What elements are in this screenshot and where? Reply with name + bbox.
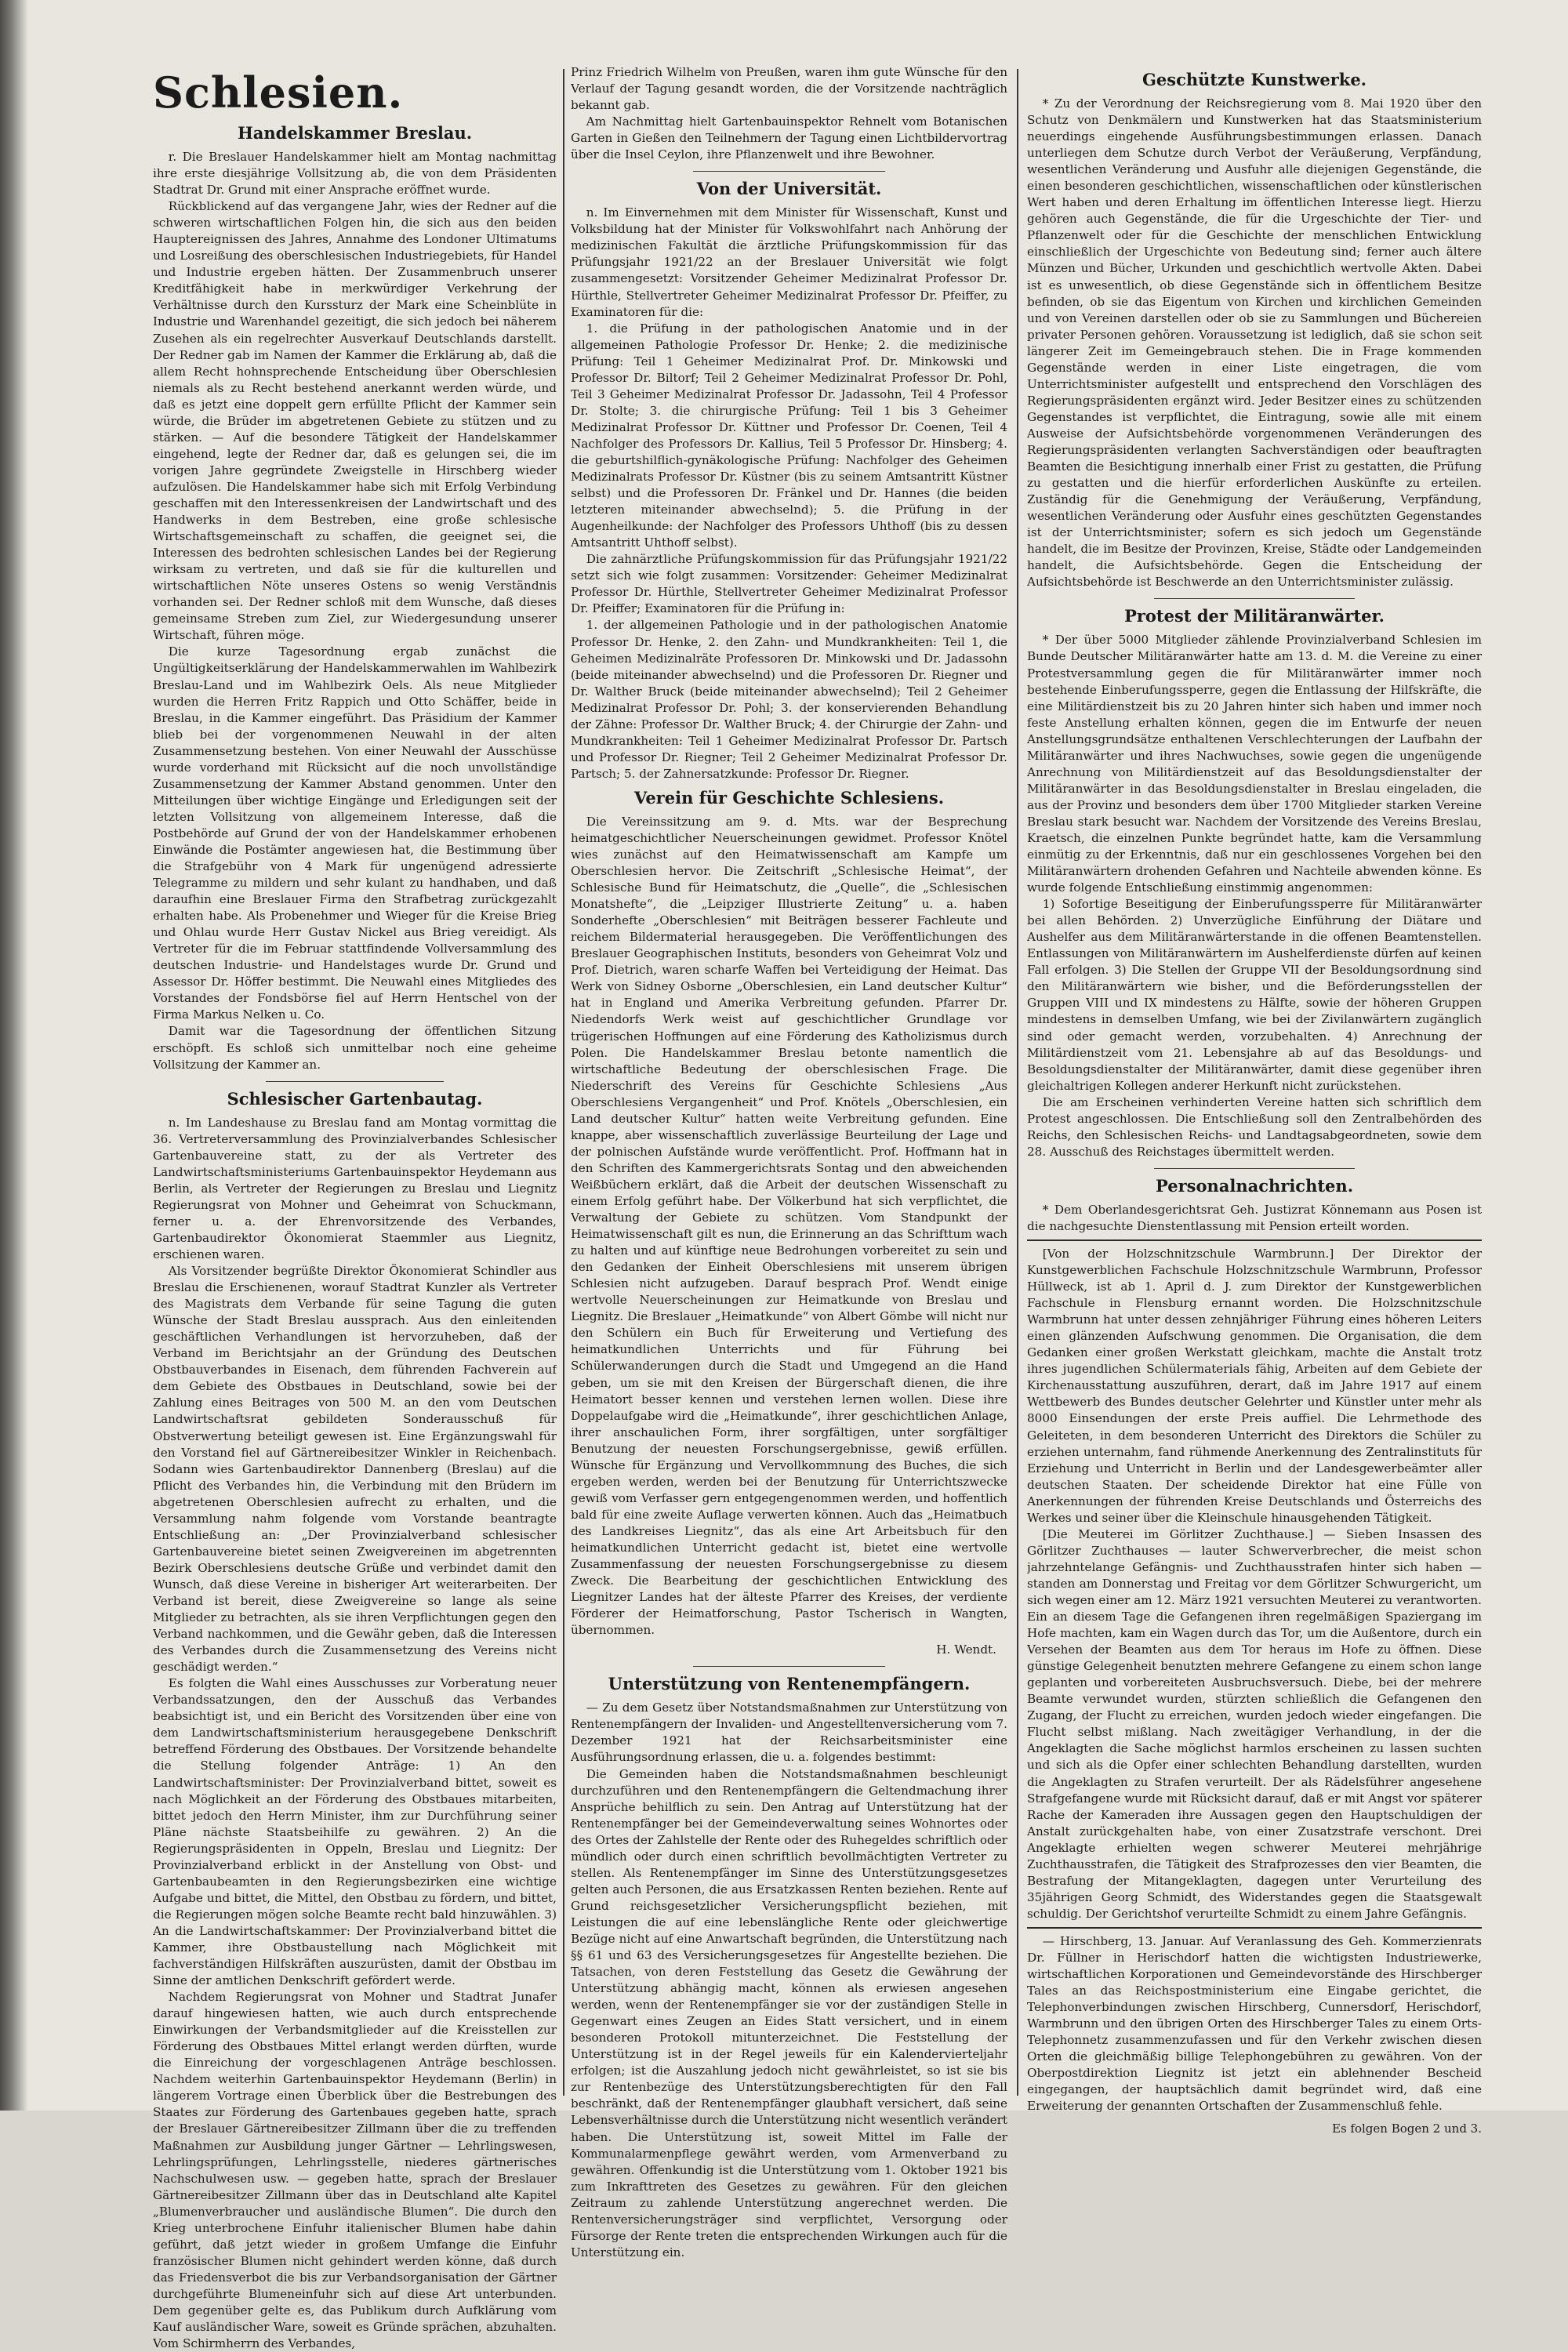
paragraph: 1) Sofortige Beseitigung der Einberufungssperre für Militäranwärter bei allen Behörden. 2) Unverzügliche Einführung der Diätare und Aushelfer aus dem Militäranwärterstande in die offenen Beamtenstellen. Entlassungen von Militäranwärtern im Aushelferdienste dürfen auf keinen Fall erfolgen. 3) Die Stellen der Gruppe VII der Besoldungsordnung sind den Militäranwärtern wie bisher, und die Beförderungsstellen der Gruppen VIII und IX mindestens zu Hälfte, sowie der höheren Gruppen mindestens in demselben Umfang, wie bei der Zivilanwärtern zugänglich sind oder gemacht werden, vorzubehalten. 4) Anrechnung der Militärdienstzeit vom 21. Lebensjahre ab auf das Besoldungs- und Besoldungsdienstalter der Militäranwärter, damit diese gegenüber ihren gleichaltrigen Kollegen anderer Herkunft nicht zurückstehen.: [1027, 897, 1482, 1093]
heading-kunstwerke: Geschützte Kunstwerke.: [1142, 70, 1367, 89]
heading-verein-geschichte: Verein für Geschichte Schlesiens.: [633, 787, 945, 808]
paragraph: Prinz Friedrich Wilhelm von Preußen, waren ihm gute Wünsche für den Verlauf der Tagung gesandt worden, die der Vorsitzende nachträglich bekannt gab.: [571, 65, 1007, 113]
news-item: — Hirschberg, 13. Januar. Auf Veranlassung des Geh. Kommerzienrats Dr. Füllner in Herischdorf hatten die wichtigsten Industriewerke, wirtschaftlichen Korporationen und Gemeindevorstände des Hirschberger Tales an das Reichspostministerium eine Eingabe gerichtet, die Telephonverbindungen zwischen Hirschberg, Cunnersdorf, Herischdorf, Warmbrunn und den übrigen Orten des Hirschberger Tales zu einem Orts-Telephonnetz zusammenzufassen und für den Verkehr zwischen diesen Orten die gleichmäßig billige Telephongebühren zu gewähren. Von der Oberpostdirektion Liegnitz ist jetzt ein ablehnender Bescheid eingegangen, der hauptsächlich damit begründet wird, daß eine Erweiterung der genannten Ortschaften der Zusammenschluß fehle.: [1027, 1933, 1482, 2114]
article-separator: [1154, 1168, 1354, 1169]
column-right: [1027, 64, 1482, 2137]
rule-line: [1027, 1927, 1482, 1929]
news-item: [Von der Holzschnitzschule Warmbrunn.] Der Direktor der Kunstgewerblichen Fachschule Holzschnitzschule Warmbrunn, Professor Hüllweck, ist ab 1. April d. J. zum Direktor der Kunstgewerblichen Fachschule in Flensburg ernannt worden. Die Holzschnitzschule Warmbrunn hat unter dessen zehnjähriger Führung eines höheren Leiters einen glänzenden Aufschwung genommen. Die Organisation, die dem Gedanken einer großen Werkstatt gleichkam, machte die Anstalt trotz ihres jugendlichen Schülermaterials fähig, Arbeiten auf dem Gebiete der Kirchenausstattung auszuführen, derart, daß im Jahre 1917 auf einem Wettbewerb des Bundes deutscher Gelehrter und Künstler unter mehr als 8000 Einsendungen der erste Preis auffiel. Die Lehrmethode des Geleiteten, in dem besonderen Unterricht des Direktors die Schüler zu erziehen unternahm, fand rühmende Anerkennung des Zentralinstituts für Erziehung und Unterricht in Berlin und der Landesgewerbeämter aller deutschen Staaten. Der scheidende Direktor hat eine Fülle von Anerkennungen der führenden Kreise Deutschlands und Österreichs des Werkes und seiner über die Kleinschule hinausgehenden Tätigkeit.: [1027, 1247, 1482, 1525]
paragraph: Als Vorsitzender begrüßte Direktor Ökonomierat Schindler aus Breslau die Erschienenen, worauf Stadtrat Kunzler als Vertreter des Magistrats dem Verbande für seine Tagung die guten Wünsche der Stadt Breslau aussprach. Aus den einleitenden geschäftlichen Verhandlungen ist hervorzuheben, daß der Verband im Berichtsjahr an der Gründung des Deutschen Obstbauverbandes in Eisenach, dem führenden Fachverein auf dem Gebiete des Obstbaues in Deutschland, sowie bei der Zahlung eines Beitrages von 500 M. an den vom Deutschen Landwirtschaftsrat gebildeten Sonderausschuß für Obstverwertung beteiligt gewesen ist. Eine Ergänzungswahl für den Vorstand fiel auf Gärtnereibesitzer Winkler in Reichenbach. Sodann wies Gartenbaudirektor Dannenberg (Breslau) auf die Pflicht des Verbandes hin, die Verbindung mit den Brüdern im abgetretenen Oberschlesien aufrecht zu erhalten, und die Versammlung nahm folgende vom Vorstande beantragte Entschließung an: „Der Provinzialverband schlesischer Gartenbauvereine bietet seinen Zweigvereinen im abgetrennten Bezirk Oberschlesiens deutsche Grüße und verbindet damit den Wunsch, daß diese Vereine in bisheriger Art weiterarbeiten. Der Verband ist bereit, diese Zweigvereine so lange als seine Mitglieder zu betrachten, als sie ihren Verpflichtungen gegen den Verband nachkommen, und die Gewähr geben, daß die Interessen des Verbandes durch die Zusammensetzung des Vereins nicht geschädigt werden.“: [153, 1264, 557, 1675]
footer-note: Es folgen Bogen 2 und 3.: [1332, 2122, 1482, 2136]
paragraph: * Der über 5000 Mitglieder zählende Provinzialverband Schlesien im Bunde Deutscher Militäranwärter hatte am 13. d. M. die Vereine zu einer Protestversammlung gegen die für Militäranwärter immer noch bestehende Einberufungssperre, gegen die Entlassung der Hilfskräfte, die eine Militärdienstzeit bis zu 20 Jahren hinter sich haben und immer noch feste Anstellung erhalten können, gegen die im Entwurfe der neuen Anstellungsgrundsätze enthaltenen Verschlechterungen der Laufbahn der Militäranwärter und ihres Nachwuchses, sowie gegen die ungenügende Anrechnung von Militärdienstzeit auf das Besoldungsdienstalter der Militäranwärter in das Besoldungsdienstalter in Breslau eingeladen, die aus der Provinz und besonders dem über 1700 Mitglieder starken Vereine Breslau stark besucht war. Nachdem der Vorsitzende des Vereins Breslau, Kraetsch, die einzelnen Punkte begründet hatte, kam die Versammlung einmütig zu der Erkenntnis, daß nur ein geschlossenes Vorgehen bei den Militäranwärtern drohenden Gefahren und Nachteile abwenden könne. Es wurde folgende Entschließung einstimmig angenommen:: [1027, 633, 1482, 895]
heading-universitaet: Von der Universität.: [696, 179, 882, 199]
heading-militaeranwaerter: Protest der Militäranwärter.: [1124, 606, 1385, 626]
paragraph: 1. die Prüfung in der pathologischen Anatomie und in der allgemeinen Pathologie Professor Dr. Henke; 2. die medizinische Prüfung: Teil 1 Geheimer Medizinalrat Prof. Dr. Minkowski und Professor Dr. Biltorf; Teil 2 Geheimer Medizinalrat Professor Dr. Pohl, Teil 3 Geheimer Medizinalrat Professor Dr. Jadassohn, Teil 4 Professor Dr. Stolte; 3. die chirurgische Prüfung: Teil 1 bis 3 Geheimer Medizinalrat Professor Dr. Küttner und Professor Dr. Coenen, Teil 4 Nachfolger des Professors Dr. Kallius, Teil 5 Professor Dr. Hinsberg; 4. die geburtshilflich-gynäkologische Prüfung: Nachfolger des Geheimen Medizinalrats Professor Dr. Küstner (bis zu seinem Amtsantritt Küstner selbst) und die Professoren Dr. Fränkel und Dr. Hannes (die beiden letzteren miteinander abwechselnd); 5. die Prüfung in der Augenheilkunde: der Nachfolger des Professors Uhthoff (bis zu dessen Amtsantritt Uhthoff selbst).: [571, 321, 1007, 550]
paragraph: Rückblickend auf das vergangene Jahr, wies der Redner auf die schweren wirtschaftlichen Folgen hin, die sich aus den beiden Hauptereignissen des Jahres, Annahme des Londoner Ultimatums und Losreißung des oberschlesischen Industriegebiets, für Handel und Industrie ergeben hätten. Der Zusammenbruch unserer Kreditfähigkeit habe in merkwürdiger Verkehrung der Verhältnisse durch den Kurssturz der Mark eine Scheinblüte in Industrie und Warenhandel gezeitigt, die sich jedoch bei näherem Zusehen als ein regelrechter Ausverkauf Deutschlands darstellt. Der Redner gab im Namen der Kammer die Erklärung ab, daß die allem Recht hohnsprechende Entscheidung über Oberschlesien niemals als zu Recht bestehend anerkannt werden würde, und daß es jetzt eine doppelt gern erfüllte Pflicht der Kammer sein würde, die Brüder im abgetretenen Gebiete zu stützen und zu stärken. — Auf die besondere Tätigkeit der Handelskammer eingehend, legte der Redner dar, daß es gelungen sei, die im vorigen Jahre gegründete Zweigstelle in Hirschberg wieder aufzulösen. Die Handelskammer habe sich mit Erfolg Verbindung geschaffen mit den Interessenkreisen der Landwirtschaft und des Handwerks in dem Bestreben, eine große schlesische Wirtschaftsgemeinschaft zu schaffen, die geeignet sei, die Interessen des bedrohten schlesischen Landes bei der Regierung wirksam zu vertreten, und daß sie für die kulturellen und wirtschaftlichen Nöte unseres Ostens so wenig Verständnis vorhanden sei. Der Redner schloß mit dem Wunsche, daß dieses gemeinsame Streben zum Ziel, zur Wiedergesundung unserer Wirtschaft, führen möge.: [153, 199, 557, 643]
column-rule: [1017, 69, 1018, 2096]
column-left: [153, 64, 557, 2352]
paragraph: Die kurze Tagesordnung ergab zunächst die Ungültigkeitserklärung der Handelskammerwahlen im Wahlbezirk Breslau-Land und im Wahlbezirk Oels. Als neue Mitglieder wurden die Herren Fritz Rappich und Otto Schäffer, beide in Breslau, in die Kammer eingeführt. Das Präsidium der Kammer blieb bei der vorgenommenen Neuwahl in der alten Zusammensetzung bestehen. Von einer Neuwahl der Ausschüsse wurde vorderhand mit Rücksicht auf die noch unvollständige Zusammensetzung der Kammer Abstand genommen. Unter den Mitteilungen über wichtige Eingänge und Erledigungen seit der letzten Vollsitzung von allgemeinem Interesse, daß die Postbehörde auf Grund der von der Handelskammer erhobenen Einwände die Postämter angewiesen hat, die Bestimmung über die Strafgebühr von 4 Mark für ungenügend adressierte Telegramme zu mildern und sehr kulant zu handhaben, und daß daraufhin eine Breslauer Firma den Strafbetrag zurückgezahlt erhalten habe. Als Probenehmer und Wieger für die Kreise Brieg und Ohlau wurde Herr Gustav Nickel aus Brieg vereidigt. Als Vertreter für die im Februar stattfindende Vollversammlung des deutschen Industrie- und Handelstages wurde Dr. Grund und Assessor Dr. Höffer bestimmt. Die Neuwahl eines Mitgliedes des Vorstandes der Fondsbörse fiel auf Herrn Hentschel von der Firma Markus Nelken u. Co.: [153, 644, 557, 1022]
paragraph: Es folgten die Wahl eines Ausschusses zur Vorberatung neuer Verbandssatzungen, den der Ausschuß das Verbandes beabsichtigt ist, und ein Bericht des Vorsitzenden über eine von dem Landwirtschaftsministerium herausgegebene Denkschrift betreffend Förderung des Obstbaues. Der Vorsitzende behandelte die Stellung folgender Anträge: 1) An den Landwirtschaftsminister: Der Provinzialverband bittet, soweit es nach Möglichkeit an der Förderung des Obstbaues mitarbeiten, bittet jedoch den Herrn Minister, ihm zur Durchführung seiner Pläne nächste Staatsbeihilfe zu gewähren. 2) An die Regierungspräsidenten in Oppeln, Breslau und Liegnitz: Der Provinzialverband erblickt in der Anstellung von Obst- und Gartenbaubeamten in den Regierungsbezirken eine wichtige Aufgabe und bittet, die Mittel, den Obstbau zu fördern, und bittet, die Regierungen mögen solche Beamte recht bald hinzuwählen. 3) An die Landwirtschaftskammer: Der Provinzialverband bittet die Kammer, ihre Obstbaustellung nach Möglichkeit mit fachverständigen Hilfskräften auszurüsten, damit der Obstbau im Sinne der amtlichen Denkschrift gefördert werde.: [153, 1676, 557, 1988]
article-separator: [693, 1666, 885, 1667]
section-title-schlesien: Schlesien.: [153, 67, 404, 118]
rule-line: [1027, 1240, 1482, 1241]
news-item: [Die Meuterei im Görlitzer Zuchthause.] — Sieben Insassen des Görlitzer Zuchthauses — lauter Schwerverbrecher, die meist schon jahrzehntelange Gefängnis- und Zuchthausstrafen hinter sich haben — standen am Donnerstag und Freitag vor dem Görlitzer Schwurgericht, um sich wegen einer am 12. März 1921 versuchten Meuterei zu verantworten. Ein an diesem Tage die Gefangenen ihren regelmäßigen Spaziergang im Hofe machten, kam ein Wagen durch das Tor, um die Außentore, durch ein Versehen der Beamten aus dem Tor heraus im Hofe zu öffnen. Diese günstige Gelegenheit benutzten mehrere Gefangene zu einem schon lange geplanten und vorbereiteten Ausbruchsversuch. Diebe, bei der mehrere Beamte verwundet wurden, stürzten schließlich die Gefangenen den Zugang, der Flucht zu erreichen, wurden jedoch wieder eingefangen. Die Flucht selbst mißlang. Nach zweitägiger Verhandlung, in der die Angeklagten die Sache möglichst harmlos erscheinen zu lassen suchten und sich als die Opfer einer schlechten Behandlung darstellten, wurden die Angeklagten zu Strafen verurteilt. Der als Rädelsführer angesehene Strafgefangene wurde mit Rücksicht darauf, daß er mit Angst vor späterer Rache der Kameraden ihre Aussagen gegen den Hauptschuldigen der Anstalt zurückgehalten habe, von einer Zusatzstrafe verschont. Drei Angeklagte erhielten wegen schwerer Meuterei mehrjährige Zuchthausstrafen, die Tätigkeit des Strafprozesses den vier Beamten, die Bestrafung der Mitangeklagten, dagegen unter Verurteilung des 35jährigen Georg Schmidt, des Widerstandes gegen die Staatsgewalt schuldig. Der Gerichtshof verurteilte Schmidt zu einem Jahre Gefängnis.: [1027, 1526, 1482, 1921]
column-middle: [571, 64, 1007, 2261]
paragraph: Damit war die Tagesordnung der öffentlichen Sitzung erschöpft. Es schloß sich unmittelbar noch eine geheime Vollsitzung der Kammer an.: [153, 1024, 557, 1072]
paragraph: — Zu dem Gesetz über Notstandsmaßnahmen zur Unterstützung von Rentenempfängern der Invaliden- und Angestelltenversicherung vom 7. Dezember 1921 hat der Reichsarbeitsminister eine Ausführungsordnung erlassen, die u. a. folgendes bestimmt:: [571, 1700, 1007, 1765]
signature: H. Wendt.: [936, 1642, 996, 1657]
paragraph: r. Die Breslauer Handelskammer hielt am Montag nachmittag ihre erste diesjährige Vollsitzung ab, die von dem Präsidenten Stadtrat Dr. Grund mit einer Ansprache eröffnet wurde.: [153, 150, 557, 198]
paragraph: Die Gemeinden haben die Notstandsmaßnahmen beschleunigt durchzuführen und den Rentenempfängern die Geltendmachung ihrer Ansprüche behilflich zu sein. Den Antrag auf Unterstützung hat der Rentenempfänger bei der Gemeindeverwaltung seines Wohnortes oder des Ortes der Zahlstelle der Rente oder des Ruhegeldes schriftlich oder mündlich oder durch einen schriftlich bevollmächtigten Vertreter zu stellen. Als Rentenempfänger im Sinne des Unterstützungsgesetzes gelten auch Personen, die aus Ersatzkassen Renten beziehen. Rente auf Grund reichsgesetzlicher Versicherungspflicht beziehen, mit Leistungen die auf eine lebenslängliche Rente oder gleichwertige Bezüge nicht auf eine Anwartschaft begründen, die Unterstützung nach §§ 61 und 63 des Versicherungsgesetzes für Angestellte beziehen. Die Tatsachen, von deren Feststellung das Gesetz die Gewährung der Unterstützung abhängig macht, können als erwiesen angesehen werden, wenn der Rentenempfänger sie vor der zuständigen Stelle in Gegenwart eines Zeugen an Eides Statt versichert, und in einem besonderen Protokoll mitunterzeichnet. Die Feststellung der Unterstützung ist in der Regel jeweils für ein Kalendervierteljahr erfolgen; ist die Auszahlung jedoch nicht gewährleistet, so ist sie bis zur Rentenbezüge des Unterstützungsberechtigten für den Fall beschränkt, daß der Rentenempfänger glaubhaft versichert, daß seine Lebensverhältnisse durch die Unterstützung nicht wesentlich verändert haben. Die Unterstützung ist, soweit Mittel im Falle der Kommunalarmenpflege gewährt werden, vom Armenverband zu gewähren. Offenkundig ist die Unterstützung vom 1. Oktober 1921 bis zum Inkrafttreten des Gesetzes zu gewähren. Für den gleichen Zeitraum zu zahlende Unterstützung angerechnet werden. Die Rentenversicherungsträger sind verpflichtet, Versorgung oder Fürsorge der Rente treten die entsprechenden Wirkungen auch für die Unterstützung ein.: [571, 1766, 1007, 2259]
paragraph: Die zahnärztliche Prüfungskommission für das Prüfungsjahr 1921/22 setzt sich wie folgt zusammen: Vorsitzender: Geheimer Medizinalrat Professor Dr. Hürthle, Stellvertreter Geheimer Medizinalrat Professor Dr. Pfeiffer; Examinatoren für die Prüfung in:: [571, 552, 1007, 616]
paragraph: Nachdem Regierungsrat von Mohner und Stadtrat Junafer darauf hingewiesen hatten, wie auch durch entsprechende Einwirkungen der Verbandsmitglieder auf die Kreisstellen zur Förderung des Obstbaues Mittel erlangt werden dürften, wurde die Einreichung der vorgeschlagenen Anträge beschlossen. Nachdem weiterhin Gartenbauinspektor Heydemann (Berlin) in längerem Vortrage einen Überblick über die Bestrebungen des Staates zur Förderung des Gartenbaues gegeben hatte, sprach der Breslauer Gärtnereibesitzer Zillmann über die zu treffenden Maßnahmen zur Ausbildung junger Gärtner — Lehrlingswesen, Lehrlingsprüfungen, Lehrlingsstelle, niederes gärtnerisches Nachschulwesen usw. — gegeben hatte, sprach der Breslauer Gärtnereibesitzer Zillmann über das in Deutschland alte Kapitel „Blumenverbraucher und ausländische Blumen“. Die durch den Krieg unterbrochene Einfuhr italienischer Blumen habe dahin geführt, daß jetzt wieder in großem Umfange die Einfuhr französischer Blumen nicht gehindert werden könne, daß durch das Friedensverbot die bis zur Verbandsorganisation der Gärtner durchgeführte Blumeneinfuhr sich auf diese Art unterbunden. Dem gegenüber gelte es, das Publikum durch Aufklärung vom Kauf ausländischer Ware, soweit es Gründe sprächen, abzuhalten. Vom Schirmherrn des Verbandes,: [153, 1990, 557, 2351]
article-separator: [266, 1081, 444, 1082]
paragraph: 1. der allgemeinen Pathologie und in der pathologischen Anatomie Professor Dr. Henke, 2. den Zahn- und Mundkrankheiten: Teil 1, die Geheimen Medizinalräte Professoren Dr. Minkowski und Dr. Jadassohn (beide miteinander abwechselnd) und die Professoren Dr. Riegner und Dr. Walther Bruck (beide miteinander abwechselnd); Teil 2 Geheimer Medizinalrat Professor Dr. Pohl; 3. der konservierenden Behandlung der Zähne: Professor Dr. Walther Bruck; 4. der Chirurgie der Zahn- und Mundkrankheiten: Teil 1 Geheimer Medizinalrat Professor Dr. Partsch und Professor Dr. Riegner; Teil 2 Geheimer Medizinalrat Professor Dr. Partsch; 5. der Zahnersatzkunde: Professor Dr. Riegner.: [571, 618, 1007, 781]
heading-personalnachrichten: Personalnachrichten.: [1156, 1175, 1353, 1196]
paragraph: * Dem Oberlandesgerichtsrat Geh. Justizrat Könnemann aus Posen ist die nachgesuchte Dienstentlassung mit Pension erteilt worden.: [1027, 1202, 1482, 1233]
paragraph: Die Vereinssitzung am 9. d. Mts. war der Besprechung heimatgeschichtlicher Neuerscheinungen gewidmet. Professor Knötel wies zunächst auf den Heimatwissenschaft am Kampfe um Oberschlesien hervor. Die Zeitschrift „Schlesische Heimat“, der Schlesische Bund für Heimatschutz, die „Quelle“, die „Schlesischen Monatshefte“, die „Leipziger Illustrierte Zeitung“ u. a. haben Sonderhefte „Oberschlesien“ mit Beiträgen besserer Fachleute und reichem Bildermaterial herausgegeben. Die Veröffentlichungen des Breslauer Geographischen Instituts, besonders von Geheimrat Volz und Prof. Dietrich, waren scharfe Waffen bei Verteidigung der Heimat. Das Werk von Sidney Osborne „Oberschlesien, ein Land deutscher Kultur“ hat in England und Amerika Verbreitung gefunden. Pfarrer Dr. Niedendorfs Werk weist auf geschichtlicher Grundlage vor trügerischen Hoffnungen auf eine Förderung des Katholizismus durch Polen. Die Handelskammer Breslau betonte namentlich die wirtschaftliche Bedeutung der oberschlesischen Frage. Die Niederschrift des Vereins für Geschichte Schlesiens „Aus Oberschlesiens Vergangenheit“ und Prof. Knötels „Oberschlesien, ein Land deutscher Kultur“ hatten weite Verbreitung gefunden. Eine knappe, aber wissenschaftlich zuverlässige Beurteilung der Lage und der polnischen Aufstände wurde veröffentlicht. Prof. Hoffmann hat in den Schriften des Kammergerichtsrats Sontag und den abweichenden Weißbüchern erklärt, daß die Arbeit der deutschen Wissenschaft zu einem Erfolg geführt habe. Der Völkerbund hat sich verpflichtet, die Verwaltung der Gebiete zu schützen. Vom Standpunkt der Heimatwissenschaft gilt es nun, die Erinnerung an das Schrifttum wach zu halten und auf künftige neue Bedrohungen vorbereitet zu sein und den Gedanken der Einheit Oberschlesiens mit unserem übrigen Schlesien nicht aufzugeben. Darauf besprach Prof. Wendt einige wertvolle Neuerscheinungen zur Heimatkunde von Breslau und Liegnitz. Die Breslauer „Heimatkunde“ von Albert Gömbe will nicht nur den Schülern ein Buch für Erweiterung und Vertiefung des heimatkundlichen Unterrichts und für Führung bei Schülerwanderungen durch die Stadt und Umgegend an die Hand geben, um sie mit den Kreisen der Bürgerschaft dienen, die ihre Heimatort besser kennen und verstehen lernen wollen. Diese ihre Doppelaufgabe wird die „Heimatkunde“, ihrer geschichtlichen Anlage, ihrer anschaulichen Form, ihrer sorgfältigen, unter sorgfältiger Benutzung der neuesten Forschungsergebnisse, gewiß erfüllen. Wünsche für Ergänzung und Vervollkommnung des Buches, die sich ergeben werden, werden bei der Benutzung für Unterrichtszwecke gewiß vom Verfasser gern entgegengenommen werden, und hoffentlich bald für eine zweite Auflage verwerten können. Auch das „Heimatbuch des Landkreises Liegnitz“, das als eine Art Arbeitsbuch für den heimatkundlichen Unterricht gedacht ist, bietet eine wertvolle Zusammenfassung der neuesten Forschungsergebnisse zu diesem Zweck. Die Bearbeitung der geschichtlichen Entwicklung des Liegnitzer Landes hat der älteste Pfarrer des Kreises, der verdiente Förderer der Heimatforschung, Pastor Tscherisch in Wangten, übernommen.: [571, 814, 1007, 1638]
article-separator: [693, 171, 885, 172]
page-fold-shadow: [0, 0, 28, 2111]
article-separator: [1154, 598, 1354, 599]
paragraph: Die am Erscheinen verhinderten Vereine hatten sich schriftlich dem Protest angeschlossen. Die Entschließung soll den Zentralbehörden des Reichs, den Schlesischen Reichs- und Landtagsabgeordneten, sowie dem 28. Ausschuß des Reichstages übermittelt werden.: [1027, 1094, 1482, 1159]
paragraph: n. Im Einvernehmen mit dem Minister für Wissenschaft, Kunst und Volksbildung hat der Minister für Volkswohlfahrt nach Anhörung der medizinischen Fakultät die ärztliche Prüfungskommission für das Prüfungsjahr 1921/22 an der Breslauer Universität wie folgt zusammengesetzt: Vorsitzender Geheimer Medizinalrat Professor Dr. Hürthle, Stellvertreter Geheimer Medizinalrat Professor Dr. Pfeiffer, zu Examinatoren für die:: [571, 205, 1007, 319]
heading-rentenempfaenger: Unterstützung von Rentenempfängern.: [608, 1674, 971, 1694]
column-rule: [563, 69, 564, 2096]
heading-handelskammer: Handelskammer Breslau.: [237, 123, 473, 143]
paragraph: * Zu der Verordnung der Reichsregierung vom 8. Mai 1920 über den Schutz von Denkmälern und Kunstwerken hat das Staatsministerium neuerdings eingehende Ausführungsbestimmungen erlassen. Danach unterliegen dem Schutze durch Verbot der Veräußerung, Verpfändung, wesentlichen Veränderung und Ausfuhr alle diejenigen Gegenstände, die einen besonderen geschichtlichen, wissenschaftlichen oder künstlerischen Wert haben und deren Erhaltung im öffentlichen Interesse liegt. Hierzu gehören auch Gegenstände, die für die Urgeschichte der Tier- und Pflanzenwelt oder für die Geschichte der menschlichen Entwicklung einschließlich der Urgeschichte von Bedeutung sind; ferner auch ältere Münzen und Bücher, Urkunden und geschichtlich wertvolle Akten. Dabei ist es unwesentlich, ob diese Gegenstände sich in öffentlichem Besitze befinden, ob sie das Eigentum von Kirchen und kirchlichen Gemeinden und von Vereinen darstellen oder ob sie zu Sammlungen und Büchereien privater Personen gehören. Voraussetzung ist lediglich, daß sie schon seit längerer Zeit im Gemeingebrauch stehen. Die in Frage kommenden Gegenstände werden in einer Liste eingetragen, die vom Unterrichtsminister aufgestellt und entsprechend den Vorschlägen des Regierungspräsidenten ergänzt wird. Jeder Besitzer eines zu schützenden Gegenstandes ist verpflichtet, die Eintragung, sowie alle mit einem Ausweise der Aufsichtsbehörde vorgenommenen Veränderungen des Regierungspräsidenten verlangten Sachverständigen oder beauftragten Beamten die Besichtigung innerhalb einer Frist zu gestatten, die Prüfung zu gestatten und die hierfür erforderlichen Auskünfte zu erteilen. Zuständig für die Genehmigung der Veräußerung, Verpfändung, wesentlichen Veränderung oder Ausfuhr eines geschützten Gegenstandes ist der Unterrichtsminister; sofern es sich jedoch um Gegenstände handelt, die im Besitze der Provinzen, Kreise, Städte oder Landgemeinden handelt, die Aufsichtsbehörde. Gegen die Entscheidung der Aufsichtsbehörde ist Beschwerde an den Unterrichtsminister zulässig.: [1027, 96, 1482, 590]
heading-gartenbautag: Schlesischer Gartenbautag.: [227, 1088, 483, 1109]
paragraph: Am Nachmittag hielt Gartenbauinspektor Rehnelt vom Botanischen Garten in Gießen den Teilnehmern der Tagung einen Lichtbildervortrag über die Insel Ceylon, ihre Pflanzenwelt und ihre Bewohner.: [571, 114, 1007, 162]
paragraph: n. Im Landeshause zu Breslau fand am Montag vormittag die 36. Vertreterversammlung des Provinzialverbandes Schlesischer Gartenbauvereine statt, zu der als Vertreter des Landwirtschaftsministeriums Gartenbauinspektor Heydemann aus Berlin, als Vertreter der Regierungen zu Breslau und Liegnitz Regierungsrat von Mohner und Geheimrat von Schuckmann, ferner u. a. der Ehrenvorsitzende des Verbandes, Gartenbaudirektor Ökonomierat Staemmler aus Liegnitz, erschienen waren.: [153, 1115, 557, 1261]
